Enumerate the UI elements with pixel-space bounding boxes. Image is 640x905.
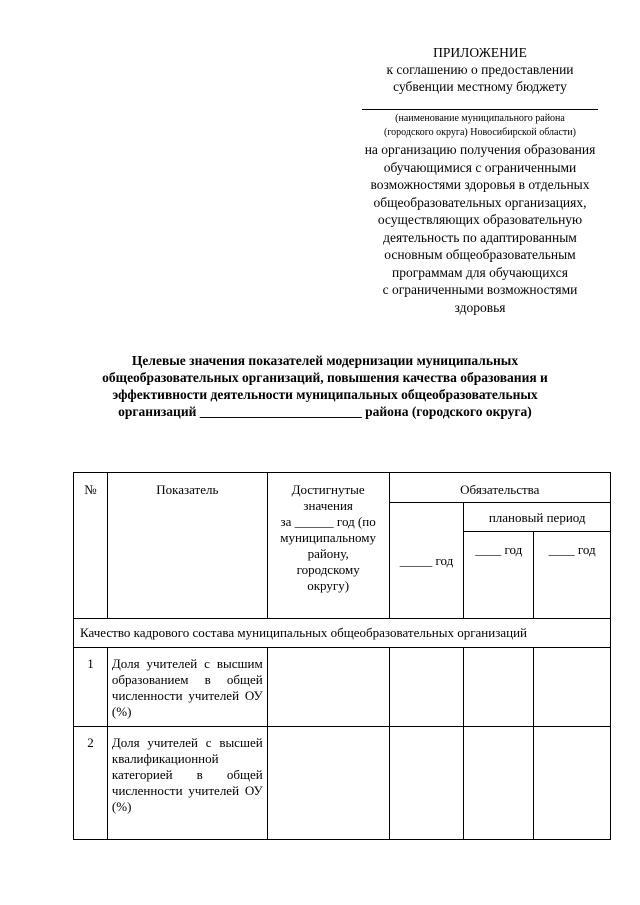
- caption-line: (наименование муниципального района: [395, 113, 565, 124]
- row-num: 2: [74, 727, 108, 840]
- row-value-cell[interactable]: [267, 727, 389, 840]
- header-num: №: [74, 473, 108, 619]
- row-value-cell[interactable]: [389, 648, 464, 727]
- table-row: [74, 727, 611, 840]
- row-value-cell[interactable]: [534, 727, 611, 840]
- header-obligations: Обязательства: [389, 473, 610, 503]
- appendix-line: к соглашению о предоставлении: [386, 62, 574, 77]
- row-value-cell[interactable]: [534, 648, 611, 727]
- purpose-line: здоровья: [454, 299, 506, 315]
- table-header-row: [74, 473, 611, 503]
- header-achieved-line: Достигнутые: [291, 482, 365, 497]
- header-indicator: Показатель: [107, 473, 267, 619]
- row-value-cell[interactable]: [464, 648, 534, 727]
- row-value-cell[interactable]: [389, 727, 464, 840]
- header-achieved-line: муниципальному: [280, 530, 377, 545]
- header-achieved-line: округу): [307, 578, 350, 593]
- purpose-line: общеобразовательных организациях,: [373, 194, 587, 210]
- section-title: Качество кадрового состава муниципальных общеобразовательных организаций: [74, 619, 611, 648]
- header-year-plan-2: ____ год: [534, 532, 611, 619]
- row-indicator: Доля учителей с высшим образованием в общей численности учителей ОУ (%): [107, 648, 267, 727]
- title-line: эффективности деятельности муниципальных общеобразовательных: [112, 387, 538, 402]
- table-row: [74, 648, 611, 727]
- header-achieved-line: району,: [307, 546, 349, 561]
- table-section-row: [74, 619, 611, 648]
- header-year-plan-1: ____ год: [464, 532, 534, 619]
- municipality-caption: [345, 112, 615, 140]
- appendix-title: ПРИЛОЖЕНИЕ: [433, 45, 527, 60]
- title-line: организаций ________________________ района (городского округа): [118, 404, 532, 419]
- purpose-line: с ограниченными возможностями: [382, 282, 578, 297]
- title-line: общеобразовательных организаций, повышения качества образования и: [102, 370, 548, 385]
- purpose-line: деятельность по адаптированным: [383, 229, 577, 245]
- header-year-current: _____ год: [389, 503, 464, 619]
- purpose-line: осуществляющих образовательную: [377, 212, 583, 227]
- document-title: [60, 352, 590, 420]
- indicators-table: [73, 472, 611, 840]
- appendix-purpose: [345, 141, 615, 316]
- purpose-line: обучающимися с ограниченными: [383, 159, 577, 175]
- header-achieved-line: за ______ год (по: [280, 514, 376, 529]
- row-value-cell[interactable]: [267, 648, 389, 727]
- row-num: 1: [74, 648, 108, 727]
- row-value-cell[interactable]: [464, 727, 534, 840]
- purpose-line: возможностями здоровья в отдельных: [370, 177, 590, 192]
- header-achieved-line: городскому: [296, 562, 360, 577]
- header-plan-period: плановый период: [464, 503, 611, 532]
- signature-line: [362, 109, 598, 110]
- purpose-line: на организацию получения образования: [364, 142, 596, 157]
- purpose-line: основным общеобразовательным: [384, 247, 576, 262]
- title-line: Целевые значения показателей модернизации муниципальных: [131, 353, 519, 368]
- purpose-line: программам для обучающихся: [391, 264, 568, 280]
- header-achieved: [267, 473, 389, 619]
- header-achieved-line: значения: [303, 498, 353, 513]
- row-indicator: Доля учителей с высшей квалификационной категорией в общей численности учителей ОУ (%): [107, 727, 267, 840]
- appendix-line: субвенции местному бюджету: [393, 79, 567, 94]
- caption-line: (городского округа) Новосибирской области): [384, 127, 576, 138]
- appendix-header: [345, 44, 615, 316]
